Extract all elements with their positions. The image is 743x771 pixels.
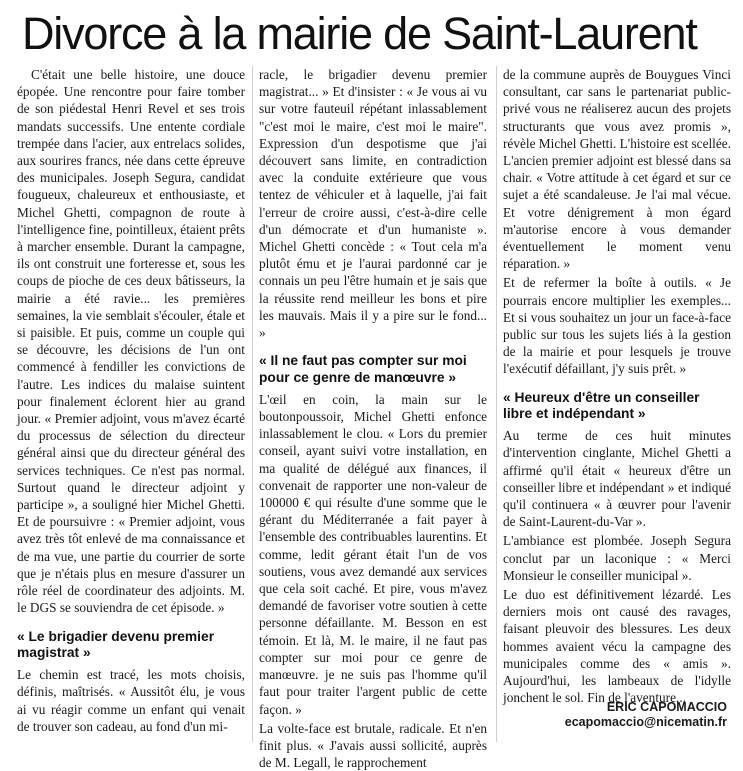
column-divider [496,66,497,742]
subheading: « Le brigadier devenu premier magistrat » [17,628,215,661]
paragraph: Et de refermer la boîte à outils. « Je pourrais encore multiplier les exemples... Et si vous souhaitez un jour un face-à-face public sur tous les sujets liés à la gestion de la mairie et pour lesquels je trouve l'exécutif défaillant, j'y suis prêt. » [503,275,731,377]
article-column-3 [503,66,731,744]
author-name: ERIC CAPOMACCIO [606,700,727,714]
subheading: « Heureux d'être un conseiller libre et indépendant » [503,389,700,422]
paragraph: de la commune auprès de Bouygues Vinci consultant, car sans le partenariat public-privé vous ne réaliserez aucun des projets structurants que vous avez promis », révèle Michel Ghetti. L'histoire est scellée. L'ancien premier adjoint est blessé dans sa chair. « Votre attitude à cet égard et sur ce sujet a été scandaleuse. Je l'ai mal vécue. Et votre dénigrement à mon égard m'autorise encore à vous demander éventuellement le moment venu réparation. » [503,67,731,272]
subheading: « Il ne faut pas compter sur moi pour ce genre de manœuvre » [259,353,467,386]
column-divider [252,66,253,742]
paragraph: Au terme de ces huit minutes d'intervention cinglante, Michel Ghetti a affirmé qu'il était « heureux d'être un conseiller libre et indépendant » et indiqué qu'il continuera « à œuvrer pour l'avenir de Saint-Laurent-du-Var ». [503,428,731,530]
author-signature [565,700,727,730]
article-headline: Divorce à la mairie de Saint-Laurent [22,8,697,59]
paragraph: L'ambiance est plombée. Joseph Segura conclut par un laconique : « Merci Monsieur le conseiller municipal ». [503,533,731,583]
author-email[interactable]: ecapomaccio@nicematin.fr [564,715,727,729]
paragraph: Le chemin est tracé, les mots choisis, définis, maîtrisés. « Aussitôt élu, je vous ai vu réagir comme un enfant qui venait de trouver son cadeau, au fond d'un mi- [17,667,245,734]
paragraph: L'œil en coin, la main sur le boutonpoussoir, Michel Ghetti enfonce inlassablement le clou. « Lors du premier conseil, ayant suivi votre installation, en ma qualité de délégué aux finances, il convenait de rapporter une non-valeur de 100000 € qui résulte d'une somme que le gérant du Méditerranée a fait payer à l'ensemble des contribuables laurentins. Et comme, ledit gérant était l'un de vos soutiens, vous avez demandé aux services que cela soit caché. Et pire, vous m'avez demandé de favoriser votre soutien à cette personne défaillante. M. Besson en est témoin. Et là, M. le maire, il ne faut pas compter sur moi pour ce genre de manœuvre. je ne suis pas l'homme qu'il faut pour traiter l'argent public de cette façon. » [259,391,487,717]
article-column-2 [259,66,487,771]
article-column-1 [17,66,245,744]
paragraph: racle, le brigadier devenu premier magistrat... » Et d'insister : « Je vous ai vu sur votre fauteuil répétant inlassablement "c'est moi le maire, c'est moi le maire". Expression d'un despotisme que j'ai découvert sans limite, en contradiction avec la conduite extérieure que vous tentez de véhiculer et à laquelle, j'ai fait l'erreur de croire aussi, c'est-à-dire celle d'un démocrate et d'un humaniste ». Michel Ghetti concède : « Tout cela m'a plutôt ému et je l'aurai pardonné car je connais un peu l'être humain et je sais que la réussite rend meilleur les bons et pire les mauvais. Mais il y a pire sur le fond... » [259,67,487,341]
paragraph: La volte-face est brutale, radicale. Et n'en finit plus. « J'avais aussi sollicité, auprès de M. Legall, le rapprochement [259,720,487,771]
paragraph: C'était une belle histoire, une douce épopée. Une rencontre pour faire tomber de son piédestal Henri Revel et ses trois mandats successifs. Une entente cordiale trempée dans l'acier, aux entrelacs solides, aux sourires francs, née dans cette épreuve des municipales. Joseph Segura, candidat fougueux, chaleureux et enthousiaste, et Michel Ghetti, compagnon de route à l'intelligence fine, pointilleux, étaient prêts à marcher ensemble. Durant la campagne, ils ont construit une forteresse et, sous les coups de pioche de ces deux bâtisseurs, la mairie a été ravie... les premières semaines, la vie semblait s'écouler, étale et si paisible. Et puis, comme un couple qui se découvre, les décisions de l'un ont commencé à fendiller les convictions de l'autre. Les indices du malaise suintent pour finalement éclorent hier au grand jour. « Premier adjoint, vous m'avez écarté du processus de sélection du directeur général ainsi que du directeur général des services techniques. Ce n'est pas normal. Surtout quand le directeur adjoint y participe », a souligné hier Michel Ghetti. Et de poursuivre : « Premier adjoint, vous avez très tôt enlevé de ma connaissance et de ma vue, une partie du courrier de sorte que je n'étais plus en mesure d'assurer un rôle réel de coordinateur des adjoints. M. le DGS se souviendra de cet épisode. » [17,67,245,616]
paragraph: Le duo est définitivement lézardé. Les derniers mois ont causé des ravages, faisant pleuvoir des blessures. Les deux hommes avaient vécu la campagne des municipales comme des « amis ». Aujourd'hui, les lambeaux de l'idylle jonchent le sol. Fin de l'aventure... [503,587,731,706]
